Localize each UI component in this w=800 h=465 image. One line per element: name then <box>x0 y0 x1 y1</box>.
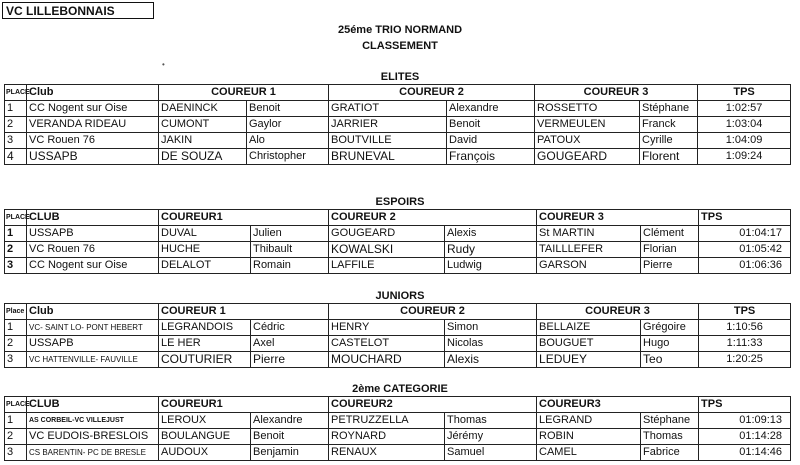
col-coureur-3: COUREUR 3 <box>537 210 699 226</box>
rider1-name: DELALOT <box>159 258 251 274</box>
rider3-first: Stéphane <box>640 101 698 117</box>
place: 3 <box>5 445 27 461</box>
rider3-first: Fabrice <box>641 445 699 461</box>
time: 01:09:13 <box>699 413 791 429</box>
rider3-first: Hugo <box>641 336 699 352</box>
table-row <box>5 445 791 461</box>
rider2-first: Alexandre <box>447 101 535 117</box>
rider1-name: DAENINCK <box>159 101 247 117</box>
table-row <box>5 258 791 274</box>
club: CC Nogent sur Oise <box>27 258 159 274</box>
rider2-name: KOWALSKI <box>329 242 445 258</box>
section-title-elites: ELITES <box>380 71 420 83</box>
rider2-name: GRATIOT <box>329 101 447 117</box>
col-club: Club <box>27 85 159 101</box>
rider2-name: RENAUX <box>329 445 445 461</box>
time: 01:06:36 <box>699 258 791 274</box>
rider3-name: VERMEULEN <box>535 117 640 133</box>
rider1-first: Benjamin <box>251 445 329 461</box>
rider3-name: TAILLLEFER <box>537 242 641 258</box>
time: 1:09:24 <box>698 149 791 165</box>
club: CS BARENTIN- PC DE BRESLE <box>27 445 159 461</box>
table-header <box>5 304 791 320</box>
rider1-first: Benoit <box>251 429 329 445</box>
table-row <box>5 117 791 133</box>
rider2-first: Thomas <box>445 413 537 429</box>
rider1-first: Romain <box>251 258 329 274</box>
table-row <box>5 149 791 165</box>
col-coureur-1: COUREUR 1 <box>159 85 329 101</box>
time: 1:10:56 <box>699 320 791 336</box>
rider1-name: CUMONT <box>159 117 247 133</box>
rider1-first: Cédric <box>251 320 329 336</box>
rider2-name: GOUGEARD <box>329 226 445 242</box>
classement-title: CLASSEMENT <box>362 40 438 52</box>
club-name-box: VC LILLEBONNAIS <box>2 2 154 19</box>
rider2-name: ROYNARD <box>329 429 445 445</box>
rider3-name: ROBIN <box>537 429 641 445</box>
place: 2 <box>5 336 27 352</box>
rider1-first: Alo <box>247 133 329 149</box>
rider2-name: CASTELOT <box>329 336 445 352</box>
time: 1:02:57 <box>698 101 791 117</box>
rider3-name: GARSON <box>537 258 641 274</box>
place: 1 <box>5 413 27 429</box>
time: 01:14:46 <box>699 445 791 461</box>
col-coureur-1: COUREUR1 <box>159 397 329 413</box>
rider1-first: Axel <box>251 336 329 352</box>
place: 4 <box>5 149 27 165</box>
club: VC Rouen 76 <box>27 242 159 258</box>
time: 1:20:25 <box>699 352 791 368</box>
table-row <box>5 352 791 368</box>
rider3-first: Florent <box>640 149 698 165</box>
col-coureur-3: COUREUR 3 <box>535 85 698 101</box>
club: USSAPB <box>27 226 159 242</box>
col-coureur-2: COUREUR 2 <box>329 304 537 320</box>
table-header <box>5 85 791 101</box>
rider3-name: LEDUEY <box>537 352 641 368</box>
time: 1:04:09 <box>698 133 791 149</box>
table-header <box>5 397 791 413</box>
club: CC Nogent sur Oise <box>27 101 159 117</box>
rider3-name: St MARTIN <box>537 226 641 242</box>
time: 01:05:42 <box>699 242 791 258</box>
rider3-name: LEGRAND <box>537 413 641 429</box>
rider3-name: BOUGUET <box>537 336 641 352</box>
section-title-juniors: JUNIORS <box>375 290 425 302</box>
rider2-first: Nicolas <box>445 336 537 352</box>
club: VC- SAINT LO- PONT HEBERT <box>27 320 159 336</box>
rider3-first: Florian <box>641 242 699 258</box>
rider2-first: Ludwig <box>445 258 537 274</box>
rider3-name: GOUGEARD <box>535 149 640 165</box>
rider1-name: LE HER <box>159 336 251 352</box>
rider1-name: JAKIN <box>159 133 247 149</box>
rider2-name: BOUTVILLE <box>329 133 447 149</box>
rider2-first: Benoit <box>447 117 535 133</box>
col-club: CLUB <box>27 397 159 413</box>
rider1-first: Benoit <box>247 101 329 117</box>
rider2-first: David <box>447 133 535 149</box>
rider1-name: LEGRANDOIS <box>159 320 251 336</box>
club: USSAPB <box>27 149 159 165</box>
event-title: 25éme TRIO NORMAND <box>337 24 463 36</box>
place: 2 <box>5 117 27 133</box>
rider3-first: Thomas <box>641 429 699 445</box>
time: 01:14:28 <box>699 429 791 445</box>
rider2-name: HENRY <box>329 320 445 336</box>
place: 1 <box>5 101 27 117</box>
rider3-first: Clément <box>641 226 699 242</box>
club: VC HATTENVILLE- FAUVILLE <box>27 352 159 368</box>
rider3-name: BELLAIZE <box>537 320 641 336</box>
col-coureur-3: COUREUR3 <box>537 397 699 413</box>
time: 01:04:17 <box>699 226 791 242</box>
col-tps: TPS <box>698 85 791 101</box>
time: 1:11:33 <box>699 336 791 352</box>
rider2-first: Alexis <box>445 352 537 368</box>
rider2-name: BRUNEVAL <box>329 149 447 165</box>
table-row <box>5 429 791 445</box>
rider2-name: MOUCHARD <box>329 352 445 368</box>
rider2-first: François <box>447 149 535 165</box>
table-row <box>5 226 791 242</box>
club: USSAPB <box>27 336 159 352</box>
rider3-first: Stéphane <box>641 413 699 429</box>
rider1-name: BOULANGUE <box>159 429 251 445</box>
time: 1:03:04 <box>698 117 791 133</box>
table-row <box>5 101 791 117</box>
rider3-first: Grégoire <box>641 320 699 336</box>
rider1-first: Christopher <box>247 149 329 165</box>
table-row <box>5 133 791 149</box>
col-tps: TPS <box>699 304 791 320</box>
rider2-first: Samuel <box>445 445 537 461</box>
scan-dot: • <box>162 60 165 69</box>
rider2-first: Rudy <box>445 242 537 258</box>
section-title-espoirs: ESPOIRS <box>375 196 425 208</box>
table-espoirs <box>4 209 791 274</box>
place: 2 <box>5 242 27 258</box>
col-place: Place <box>5 304 27 320</box>
rider1-name: DUVAL <box>159 226 251 242</box>
rider1-first: Pierre <box>251 352 329 368</box>
col-tps: TPS <box>699 210 791 226</box>
rider1-name: LEROUX <box>159 413 251 429</box>
col-coureur-1: COUREUR1 <box>159 210 329 226</box>
table-cat2 <box>4 396 791 461</box>
rider3-name: PATOUX <box>535 133 640 149</box>
rider1-name: HUCHE <box>159 242 251 258</box>
rider3-name: CAMEL <box>537 445 641 461</box>
col-place: PLACE <box>5 210 27 226</box>
rider3-name: ROSSETTO <box>535 101 640 117</box>
place: 1 <box>5 226 27 242</box>
col-club: CLUB <box>27 210 159 226</box>
place: 3 <box>5 133 27 149</box>
table-row <box>5 336 791 352</box>
col-club: Club <box>27 304 159 320</box>
col-place: PLACE <box>5 85 27 101</box>
rider1-name: AUDOUX <box>159 445 251 461</box>
rider2-name: JARRIER <box>329 117 447 133</box>
col-coureur-2: COUREUR 2 <box>329 85 535 101</box>
rider2-first: Alexis <box>445 226 537 242</box>
col-coureur-1: COUREUR 1 <box>159 304 329 320</box>
table-elites <box>4 84 791 165</box>
rider1-name: DE SOUZA <box>159 149 247 165</box>
rider3-first: Teo <box>641 352 699 368</box>
col-place: PLACE <box>5 397 27 413</box>
rider1-first: Thibault <box>251 242 329 258</box>
rider3-first: Cyrille <box>640 133 698 149</box>
rider2-first: Simon <box>445 320 537 336</box>
rider1-first: Alexandre <box>251 413 329 429</box>
table-row <box>5 242 791 258</box>
rider3-first: Franck <box>640 117 698 133</box>
col-tps: TPS <box>699 397 791 413</box>
club: VERANDA RIDEAU <box>27 117 159 133</box>
rider2-first: Jérémy <box>445 429 537 445</box>
col-coureur-3: COUREUR 3 <box>537 304 699 320</box>
table-row <box>5 413 791 429</box>
table-row <box>5 320 791 336</box>
club: VC Rouen 76 <box>27 133 159 149</box>
col-coureur-2: COUREUR 2 <box>329 210 537 226</box>
col-coureur-2: COUREUR2 <box>329 397 537 413</box>
rider1-name: COUTURIER <box>159 352 251 368</box>
club: AS CORBEIL-VC VILLEJUST <box>27 413 159 429</box>
section-title-cat2: 2ème CATEGORIE <box>352 383 448 395</box>
rider3-first: Pierre <box>641 258 699 274</box>
club: VC EUDOIS-BRESLOIS <box>27 429 159 445</box>
table-juniors <box>4 303 791 368</box>
table-header <box>5 210 791 226</box>
rider2-name: PETRUZZELLA <box>329 413 445 429</box>
rider1-first: Gaylor <box>247 117 329 133</box>
place: 3 <box>5 258 27 274</box>
rider1-first: Julien <box>251 226 329 242</box>
place: 2 <box>5 429 27 445</box>
place: 3 <box>5 352 27 368</box>
place: 1 <box>5 320 27 336</box>
rider2-name: LAFFILE <box>329 258 445 274</box>
